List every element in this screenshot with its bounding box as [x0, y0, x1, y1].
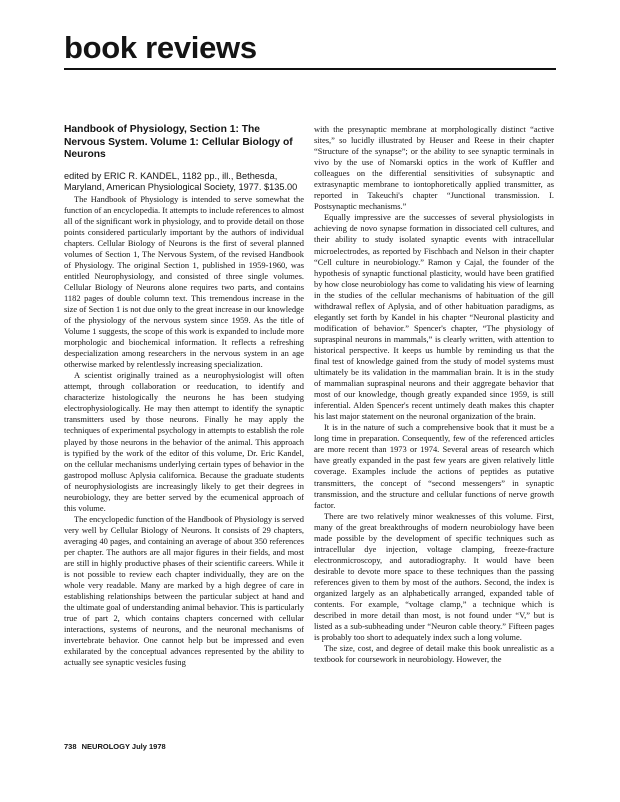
- right-paragraph: The size, cost, and degree of detail make this book unrealistic as a textbook for coursework in neurobiology. However, the: [314, 643, 554, 665]
- page-footer: [64, 742, 166, 751]
- page-number: 738: [64, 742, 77, 751]
- left-column: [64, 124, 304, 669]
- right-column: [314, 124, 554, 665]
- left-paragraph: The encyclopedic function of the Handbook of Physiology is served very well by Cellular Biology of Neurons. It consists of 29 chapters, averaging 40 pages, and containing an average of about 350 references per chapter. The authors are all major figures in their fields, and most are still in highly productive phases of their scientific careers. While it is not possible to review each chapter individually, they are on the whole very readable. Many are marked by a high degree of care in establishing relationships between the particular subject at hand and the ultimate goal of understanding animal behavior. This is particularly true of part 2, which contains chapters concerned with cellular interactions, systems of neurons, and the neuronal mechanisms of invertebrate behavior. One cannot help but be impressed and even exhilarated by the conceptual advances represented by the ability to actually see synaptic vesicles fusing: [64, 513, 304, 668]
- right-paragraph: There are two relatively minor weaknesses of this volume. First, many of the great breakthroughs of modern neurobiology have been made possible by the development of specific techniques such as intracellular dye injection, voltage clamping, freeze-fracture electronmicroscopy, and autoradiography. It would have been desirable to devote more space to these techniques than the passing references given to them by most of the authors. Second, the index is organized largely as an alphabetically arranged, expanded table of contents. For example, “voltage clamp,” a technique which is described in more detail than most, is not found under “V,” but is listed as a sub-subheading under “Neuron cable theory.” Fifteen pages is probably too short to adequately index such a long volume.: [314, 510, 554, 643]
- right-paragraph: Equally impressive are the successes of several physiologists in achieving de novo synapse formation in dissociated cell cultures, and their ability to study isolated synaptic events with intracellular microelectrodes, as reported by Fischbach and Nelson in their chapter “Cell culture in neurobiology.” Ramon y Cajal, the founder of the hypothesis of synaptic functional plasticity, would have been gratified by how close neurobiology has come to validating his view of learning in the studies of the cellular mechanisms of habituation of the gill withdrawal reflex of Aplysia, and of other habituation paradigms, as elegantly set forth by Kandel in his chapter “Neuronal plasticity and modification of behavior.” Spencer's chapter, “The physiology of supraspinal neurons in mammals,” is clearly written, with attention to historical perspective. It keeps us humble by reminding us that the final test of knowledge gained from the study of model systems must ultimately be its validation in the mammalian brain. It is in the study of mammalian supraspinal neurons and their aggregate behavior that most of our knowledge, though greatly expanded since 1959, is still inferential. Alden Spencer's recent untimely death makes this chapter his last major statement on the neuronal organization of the brain.: [314, 212, 554, 422]
- right-paragraph: It is in the nature of such a comprehensive book that it must be a long time in preparation. Consequently, few of the referenced articles are more recent than 1973 or 1974. Several areas of research which have greatly expanded in the past few years are given relatively little coverage. Examples include the actions of peptides as putative transmitters, the concept of “second messengers” in synaptic transmission, and the structure and cellular functions of nerve growth factor.: [314, 422, 554, 510]
- header-rule: [64, 68, 556, 70]
- left-paragraph: The Handbook of Physiology is intended to serve somewhat the function of an encyclopedia. It attempts to include references to almost all of the significant work in physiology, and to provide detail on those points considered particularly important by the authors of individual chapters. Cellular Biology of Neurons is the first of several planned volumes of Section 1, The Nervous System, of the revised Handbook of Physiology. The original Section 1, published in 1959-1960, was entitled Neurophysiology, and consisted of three single volumes. Cellular Biology of Neurons alone requires two parts, and contains 1182 pages of double column text. This tremendous increase in the size of Section 1 is not due only to the great increase in our knowledge of the physiology of the nervous system since 1959. As the title of Volume 1 suggests, the scope of this work is expanded to include more morphologic and biochemical information. It reflects a refreshing despecialization among researchers in the nervous system in an age otherwise marked by relentlessly increasing specialization.: [64, 193, 304, 370]
- book-title: Handbook of Physiology, Section 1: The Nervous System. Volume 1: Cellular Biology of Neurons: [64, 124, 293, 160]
- journal-issue: NEUROLOGY July 1978: [81, 742, 166, 751]
- section-title: book reviews: [64, 30, 257, 65]
- right-paragraph: with the presynaptic membrane at morphologically distinct “active sites,” so lucidly illustrated by Heuser and Reese in their chapter “Structure of the synapse”; or the ability to see synaptic terminals in vivo by the use of Nomarski optics in the work of Kuffler and colleagues on the differential sensitivities of subsynaptic and extrasynaptic membrane to iontophoretically applied transmitter, as reported in Takeuchi's chapter “Junctional transmission. I. Postsynaptic mechanisms.”: [314, 124, 554, 212]
- left-paragraph: A scientist originally trained as a neurophysiologist will often attempt, through collaboration or reeducation, to identify and characterize histologically the neurons he has been studying electrophysiologically. He may then attempt to identify the synaptic transmitters used by those neurons. Finally he may apply the techniques of experimental psychology in attempts to establish the role played by those neurons in the behavior of the animal. This approach is typified by the work of the editor of this volume, Dr. Eric Kandel, on the cellular mechanisms underlying certain types of behavior in the gastropod mollusc Aplysia californica. Because the graduate students of neurophysiologists are increasingly likely to get their degrees in neurobiology, they are better served by the ecumenical approach of this volume.: [64, 370, 304, 513]
- book-citation: edited by ERIC R. KANDEL, 1182 pp., ill., Bethesda, Maryland, American Physiological Society, 1977. $135.00: [64, 170, 298, 192]
